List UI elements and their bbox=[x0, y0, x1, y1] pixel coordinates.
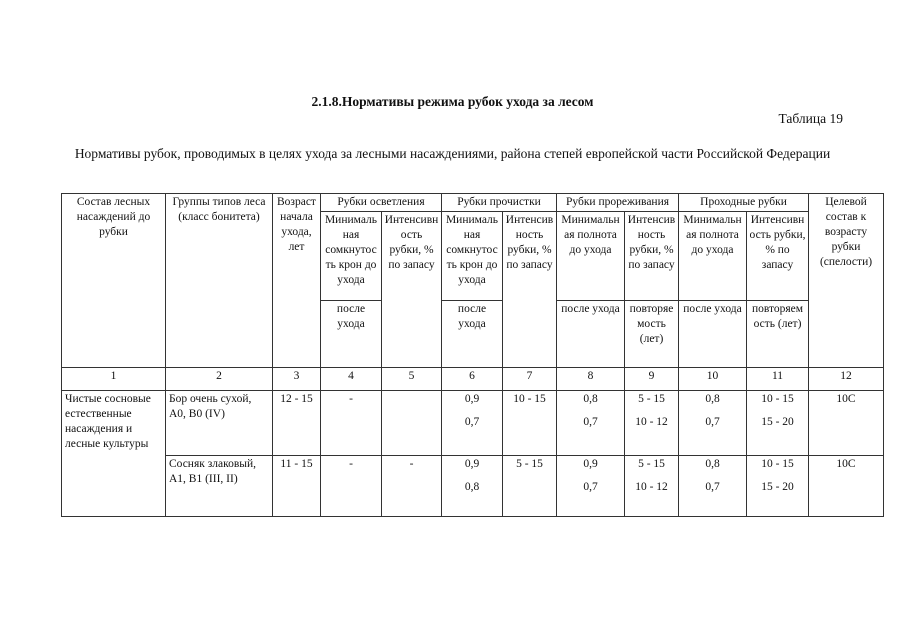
value-repeat: 10 - 12 bbox=[635, 481, 668, 493]
column-number: 3 bbox=[273, 368, 321, 391]
norms-table bbox=[61, 193, 884, 517]
value-before: 0,8 bbox=[705, 393, 720, 405]
header-c6: Минимальная сомкнутость крон до ухода bbox=[442, 212, 503, 301]
value-repeat: 15 - 20 bbox=[761, 416, 794, 428]
row-forest-type: Сосняк злаковый, А1, В1 (III, II) bbox=[166, 456, 273, 517]
value-after: 0,7 bbox=[705, 481, 720, 493]
row-composition: Чистые сосновые естественные насаждения и лесные культуры bbox=[62, 391, 166, 517]
row-c8 bbox=[557, 456, 625, 517]
header-c9: Интенсивность рубки, % по запасу bbox=[625, 212, 679, 301]
value-intensity: 5 - 15 bbox=[638, 458, 665, 470]
value-after: 0,8 bbox=[464, 481, 480, 493]
row-c9 bbox=[625, 456, 679, 517]
row-c5 bbox=[382, 391, 442, 456]
value-before: 0,8 bbox=[705, 458, 720, 470]
table-subtitle: Нормативы рубок, проводимых в целях ухода за лесными насаждениями, района степей европейской части Российской Федерации bbox=[74, 146, 831, 161]
value-before: 0,9 bbox=[583, 458, 598, 470]
table-row bbox=[62, 456, 884, 517]
header-after-c8: после ухода bbox=[557, 301, 625, 368]
header-after-c6: после ухода bbox=[442, 301, 503, 368]
value-after: 0,7 bbox=[705, 416, 720, 428]
header-osvetlenie: Рубки осветления bbox=[321, 194, 442, 212]
value-before: 0,9 bbox=[464, 393, 480, 405]
value-before: 0,8 bbox=[583, 393, 598, 405]
row-age: 12 - 15 bbox=[273, 391, 321, 456]
column-number: 7 bbox=[503, 368, 557, 391]
row-c6 bbox=[442, 456, 503, 517]
header-forest-type: Группы типов леса (класс бонитета) bbox=[166, 194, 273, 368]
header-after-c10: после ухода bbox=[679, 301, 747, 368]
row-c4: - bbox=[321, 391, 382, 456]
row-c12: 10С bbox=[809, 391, 884, 456]
row-c10 bbox=[679, 456, 747, 517]
header-after-c4: после ухода bbox=[321, 301, 382, 368]
row-c8 bbox=[557, 391, 625, 456]
header-after-c11: повторяемость (лет) bbox=[747, 301, 809, 368]
value-after: 0,7 bbox=[464, 416, 480, 428]
row-c11 bbox=[747, 391, 809, 456]
column-number: 5 bbox=[382, 368, 442, 391]
value-intensity: 5 - 15 bbox=[638, 393, 665, 405]
table-row bbox=[62, 391, 884, 456]
value-after: 0,7 bbox=[583, 481, 598, 493]
header-c4: Минимальная сомкнутость крон до ухода bbox=[321, 212, 382, 301]
column-number-row bbox=[62, 368, 884, 391]
column-number: 9 bbox=[625, 368, 679, 391]
table-number: Таблица 19 bbox=[778, 111, 843, 126]
column-number: 4 bbox=[321, 368, 382, 391]
column-number: 12 bbox=[809, 368, 884, 391]
header-row-groups bbox=[62, 194, 884, 212]
row-c7: 5 - 15 bbox=[503, 456, 557, 517]
value-intensity: 10 - 15 bbox=[761, 458, 794, 470]
column-number: 8 bbox=[557, 368, 625, 391]
header-target-composition: Целевой состав к возрасту рубки (спелости) bbox=[809, 194, 884, 368]
header-composition: Состав лесных насаждений до рубки bbox=[62, 194, 166, 368]
column-number: 6 bbox=[442, 368, 503, 391]
column-number: 11 bbox=[747, 368, 809, 391]
row-forest-type: Бор очень сухой, А0, В0 (IV) bbox=[166, 391, 273, 456]
header-prorezhivanie: Рубки прореживания bbox=[557, 194, 679, 212]
column-number: 1 bbox=[62, 368, 166, 391]
header-c11: Интенсивность рубки, % по запасу bbox=[747, 212, 809, 301]
column-number: 10 bbox=[679, 368, 747, 391]
column-number: 2 bbox=[166, 368, 273, 391]
value-intensity: 10 - 15 bbox=[761, 393, 794, 405]
header-after-c9: повторяемость (лет) bbox=[625, 301, 679, 368]
header-c5: Интенсивность рубки, % по запасу bbox=[382, 212, 442, 368]
header-c10: Минимальная полнота до ухода bbox=[679, 212, 747, 301]
row-c11 bbox=[747, 456, 809, 517]
row-c7: 10 - 15 bbox=[503, 391, 557, 456]
row-c9 bbox=[625, 391, 679, 456]
header-start-age: Возраст начала ухода, лет bbox=[273, 194, 321, 368]
header-prohodnye: Проходные рубки bbox=[679, 194, 809, 212]
row-age: 11 - 15 bbox=[273, 456, 321, 517]
value-before: 0,9 bbox=[464, 458, 480, 470]
section-heading: 2.1.8.Нормативы режима рубок ухода за лесом bbox=[311, 94, 594, 109]
row-c6 bbox=[442, 391, 503, 456]
value-repeat: 10 - 12 bbox=[635, 416, 668, 428]
row-c10 bbox=[679, 391, 747, 456]
row-c5: - bbox=[382, 456, 442, 517]
row-c4: - bbox=[321, 456, 382, 517]
header-c8: Минимальная полнота до ухода bbox=[557, 212, 625, 301]
header-prochistka: Рубки прочистки bbox=[442, 194, 557, 212]
value-repeat: 15 - 20 bbox=[761, 481, 794, 493]
header-c7: Интенсивность рубки, % по запасу bbox=[503, 212, 557, 368]
value-after: 0,7 bbox=[583, 416, 598, 428]
row-c12: 10С bbox=[809, 456, 884, 517]
